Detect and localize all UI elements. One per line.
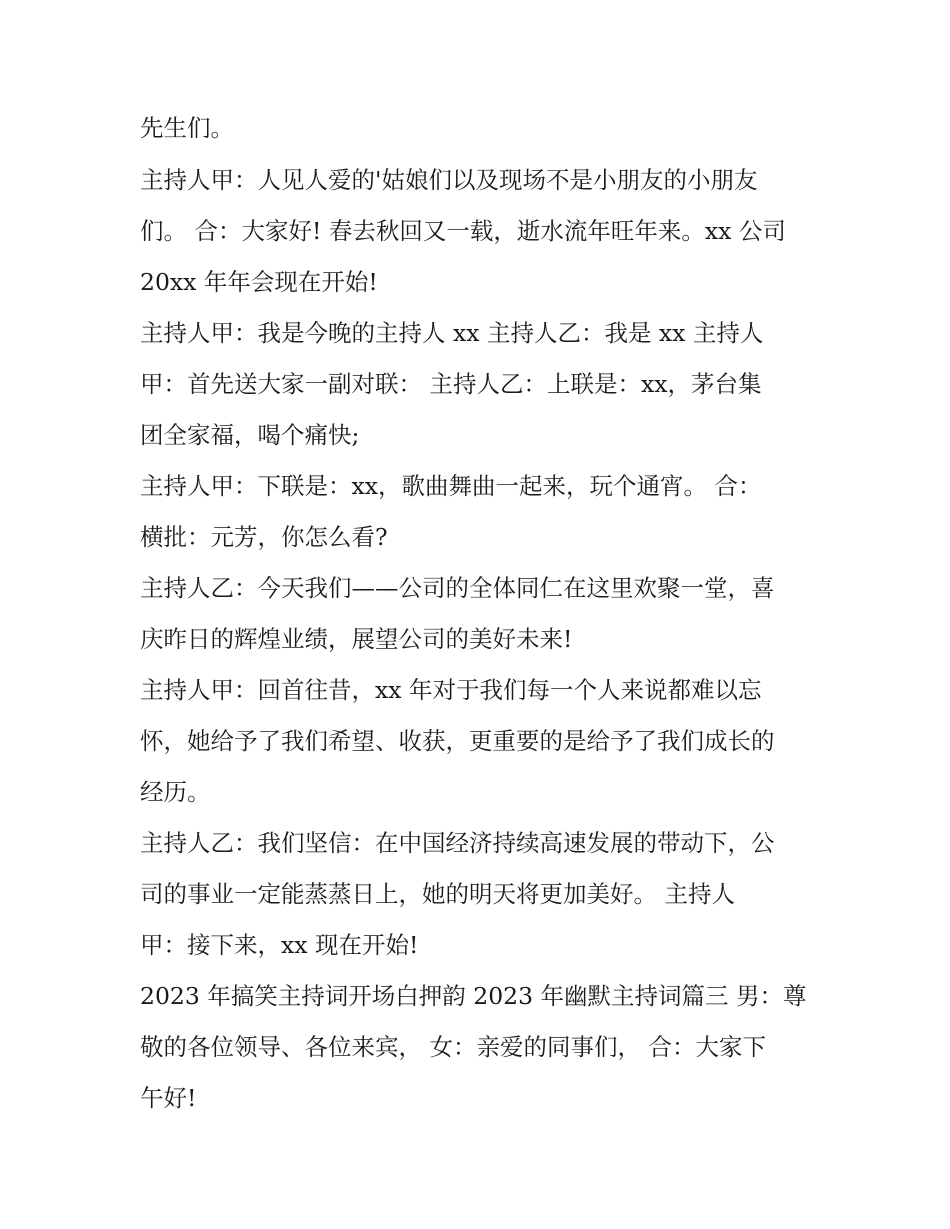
- text-line: 经历。: [140, 778, 211, 806]
- text-line: 20xx 年年会现在开始!: [140, 268, 378, 296]
- text-line: 司的事业一定能蒸蒸日上，她的明天将更加美好。 主持人: [140, 880, 735, 908]
- text-line: 主持人甲：下联是：xx，歌曲舞曲一起来，玩个通宵。 合：: [140, 472, 762, 500]
- text-line: 主持人甲：回首往昔，xx 年对于我们每一个人来说都难以忘: [140, 676, 762, 704]
- text-line: 怀，她给予了我们希望、收获，更重要的是给予了我们成长的: [140, 727, 775, 755]
- text-line: 甲：首先送大家一副对联： 主持人乙：上联是：xx，茅台集: [140, 370, 762, 398]
- text-line: 甲：接下来，xx 现在开始!: [140, 931, 419, 959]
- text-line: 先生们。: [140, 114, 234, 142]
- text-line: 庆昨日的辉煌业绩，展望公司的美好未来!: [140, 625, 573, 653]
- text-line: 们。 合：大家好! 春去秋回又一载，逝水流年旺年来。xx 公司: [140, 217, 786, 245]
- text-line: 主持人甲：我是今晚的主持人 xx 主持人乙：我是 xx 主持人: [140, 319, 764, 347]
- text-line: 主持人乙：今天我们——公司的全体同仁在这里欢聚一堂，喜: [140, 574, 775, 602]
- text-line: 主持人乙：我们坚信：在中国经济持续高速发展的带动下，公: [140, 829, 775, 857]
- text-line: 敬的各位领导、各位来宾， 女：亲爱的同事们， 合：大家下: [140, 1033, 766, 1061]
- text-line: 团全家福，喝个痛快;: [140, 421, 360, 449]
- text-line: 午好!: [140, 1084, 197, 1112]
- text-line: 2023 年搞笑主持词开场白押韵 2023 年幽默主持词篇三 男：尊: [140, 982, 807, 1010]
- text-line: 主持人甲：人见人爱的'姑娘们以及现场不是小朋友的小朋友: [140, 166, 758, 194]
- text-line: 横批：元芳，你怎么看?: [140, 523, 388, 551]
